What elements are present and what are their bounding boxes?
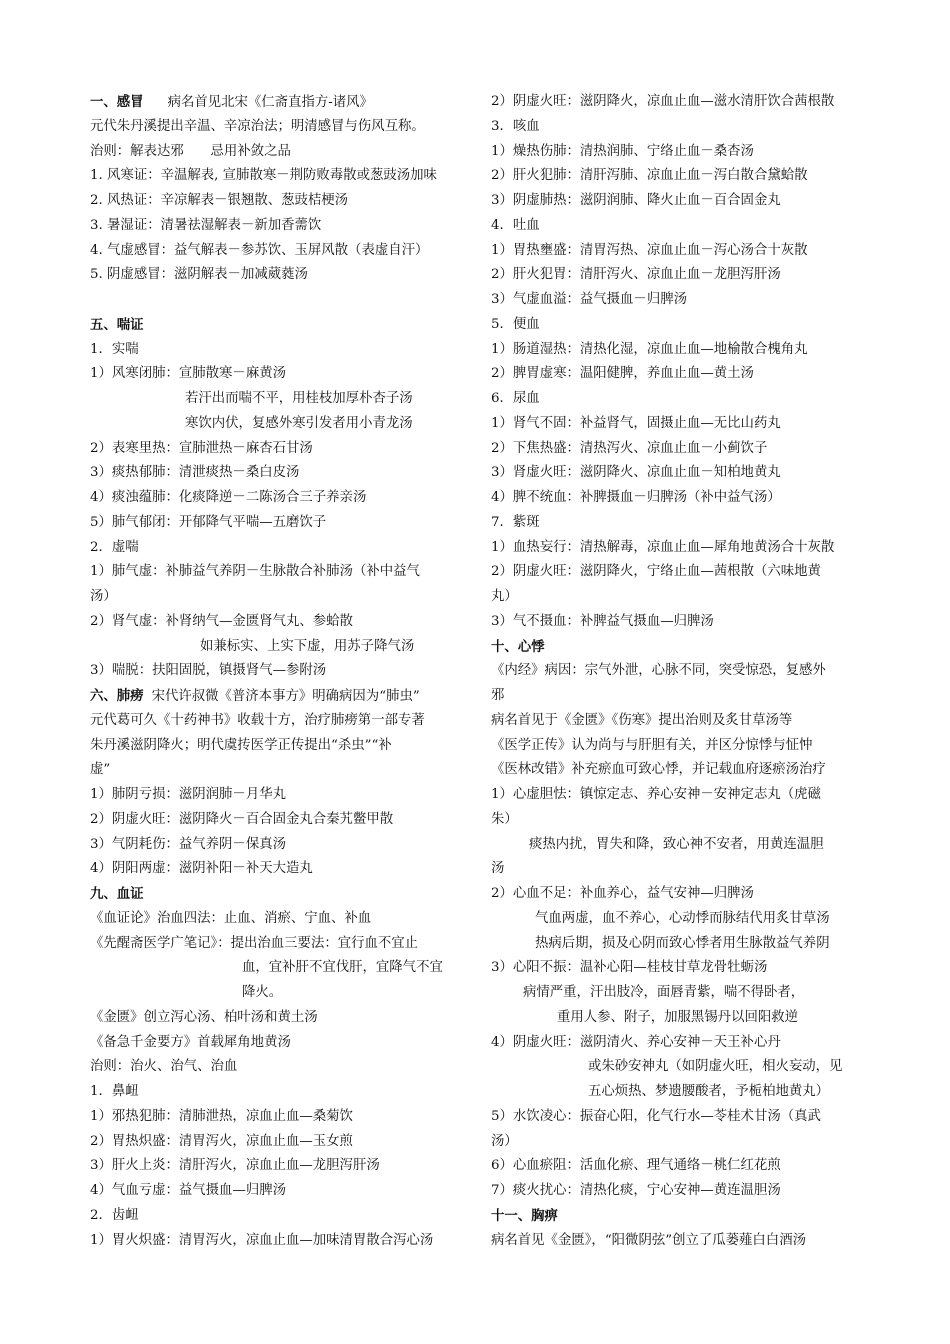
right-column: [491, 90, 863, 1253]
subsection-heading: 6．尿血: [491, 391, 540, 406]
subsection-heading: 7．紫斑: [491, 514, 540, 530]
subsection-heading: 4．吐血: [491, 217, 540, 233]
text-line: 五心烦热、梦遗腰酸者，予栀柏地黄丸）: [588, 1084, 830, 1099]
text-line: 1）燥热伤肺：清热润肺、宁络止血－桑杏汤: [491, 143, 754, 159]
text-line: 7）痰火扰心：清热化痰，宁心安神—黄连温胆汤: [491, 1183, 781, 1198]
text-line: 1）肺阴亏损：滋阴润肺－月华丸: [90, 787, 286, 802]
text-line: 3）气不摄血：补脾益气摄血—归脾汤: [491, 613, 714, 629]
text-line: 2. 风热证：辛凉解表－银翘散、葱豉桔梗汤: [90, 193, 349, 208]
text-line: 3）喘脱：扶阳固脱，镇摄肾气—参附汤: [90, 663, 327, 679]
text-line: 痰热内扰，胃失和降，致心神不安者，用黄连温胆: [529, 836, 824, 852]
text-line: 丸）: [491, 589, 518, 604]
text-line: 4）阴阳两虚：滋阴补阳－补天大造丸: [90, 861, 313, 877]
text-line: [90, 90, 470, 115]
text-line: 朱丹溪滋阴降火；明代虞抟医学正传提出“杀虫”“补: [90, 737, 392, 753]
text-line: 汤: [491, 861, 505, 877]
text-line: 治则：解表达邪 忌用补敛之品: [90, 143, 291, 159]
text-line: 血，宜补肝不宜伐肝，宜降气不宜: [242, 960, 443, 976]
text-line: 3. 暑湿证：清暑祛湿解表－新加香薷饮: [90, 217, 322, 233]
text-line: 热病后期，损及心阴而致心悸者用生脉散益气养阴: [535, 935, 830, 951]
subsection-heading: 2．虚喘: [90, 539, 139, 555]
text-line: 1）心虚胆怯：镇惊定志、养心安神－安神定志丸（虎磁: [491, 787, 821, 802]
text-line: 2）阴虚火旺：滋阴降火，宁络止血—茜根散（六味地黄: [491, 564, 821, 580]
subsection-heading: 1．实喘: [90, 341, 139, 357]
text-line: 如兼标实、上实下虚，用苏子降气汤: [200, 638, 415, 654]
text-line: 《备急千金要方》首载犀角地黄汤: [90, 1034, 291, 1050]
section-heading-xuezheng: 九、血证: [90, 886, 144, 902]
text-line: 2）胃热炽盛：清胃泻火，凉血止血—玉女煎: [90, 1133, 353, 1149]
text-line: 5）水饮凌心：振奋心阳，化气行水—苓桂术甘汤（真武: [491, 1108, 821, 1124]
text-line: 虚”: [90, 762, 111, 778]
text-line: 《先醒斋医学广笔记》：提出治血三要法：宜行血不宜止: [90, 935, 419, 951]
text-line: 2）脾胃虚寒：温阳健脾，养血止血—黄土汤: [491, 366, 754, 382]
text-line: 3）阴虚肺热：滋阴润肺、降火止血－百合固金丸: [491, 193, 781, 208]
text-line: 邪: [491, 688, 505, 703]
text-line: 病名首见《金匮》，“阳微阴弦”创立了瓜蒌薤白白酒汤: [491, 1232, 806, 1248]
text-line: 1）风寒闭肺：宣肺散寒－麻黄汤: [90, 366, 286, 382]
text-line: 《医林改错》补充瘀血可致心悸，并记载血府逐瘀汤治疗: [491, 762, 826, 778]
text-line: 元代葛可久《十药神书》收载十方，治疗肺痨第一部专著: [90, 712, 425, 728]
section-heading-chuanzheng: 五、喘证: [90, 316, 144, 333]
section-heading-xiongbi: 十一、胸痹: [491, 1207, 558, 1224]
text-line: 2）阴虚火旺：滋阴降火，凉血止血—滋水清肝饮合茜根散: [491, 94, 835, 109]
text-line: 汤）: [90, 589, 117, 604]
text-line: 4）痰浊蕴肺：化痰降逆－二陈汤合三子养亲汤: [90, 490, 367, 505]
text-line: 5）肺气郁闭：开郁降气平喘—五磨饮子: [90, 514, 327, 530]
text-line: 重用人参、附子，加服黑锡丹以回阳救逆: [557, 1009, 799, 1025]
text-line: 4）脾不统血：补脾摄血－归脾汤（补中益气汤）: [491, 490, 781, 505]
text-line: 4）气血亏虚：益气摄血—归脾汤: [90, 1183, 286, 1198]
text-line: 2）肾气虚：补肾纳气—金匮肾气丸、参蛤散: [90, 613, 353, 629]
subsection-heading: 2．齿衄: [90, 1207, 139, 1223]
text-line: 5. 阴虚感冒：滋阴解表－加减葳蕤汤: [90, 267, 308, 283]
text-line: 1）肺气虚：补肺益气养阴－生脉散合补肺汤（补中益气: [90, 564, 420, 580]
text-line: 1）胃火炽盛：清胃泻火，凉血止血—加味清胃散合泻心汤: [90, 1232, 434, 1248]
text-line: 2）下焦热盛：清热泻火、凉血止血－小蓟饮子: [491, 440, 768, 456]
text-line: 汤）: [491, 1133, 518, 1149]
text-line: 6）心血瘀阻：活血化瘀、理气通络－桃仁红花煎: [491, 1158, 781, 1174]
text-line: 1. 风寒证：辛温解表, 宣肺散寒－荆防败毒散或葱豉汤加味: [90, 168, 437, 184]
section-heading-xinji: 十、心悸: [491, 638, 545, 655]
text-line: 寒饮内伏，复感外寒引发者用小青龙汤: [185, 415, 413, 431]
text-line: 病名首见于《金匮》《伤寒》提出治则及炙甘草汤等: [491, 712, 793, 728]
text-line: 治则：治火、治气、治血: [90, 1059, 238, 1075]
text-line: 1）肾气不固：补益肾气，固摄止血—无比山药丸: [491, 415, 781, 431]
text-line: 2）阴虚火旺：滋阴降火－百合固金丸合秦艽鳖甲散: [90, 811, 394, 827]
text-line: 1）邪热犯肺：清肺泄热，凉血止血—桑菊饮: [90, 1108, 353, 1124]
text-line: 元代朱丹溪提出辛温、辛凉治法；明清感冒与伤风互称。: [90, 118, 425, 134]
subsection-heading: 5．便血: [491, 316, 540, 332]
text-line: 病名首见北宋《仁斋直指方-诸风》: [167, 95, 373, 110]
subsection-heading: 1．鼻衄: [90, 1084, 139, 1099]
text-line: 1）胃热壅盛：清胃泻热、凉血止血－泻心汤合十灰散: [491, 242, 808, 258]
text-line: 《金匮》创立泻心汤、柏叶汤和黄土汤: [90, 1009, 318, 1025]
text-line: 《内经》病因：宗气外泄，心脉不同，突受惊恐，复感外: [491, 663, 826, 679]
text-line: 3）气虚血溢：益气摄血－归脾汤: [491, 292, 687, 307]
text-line: 1）肠道湿热：清热化湿，凉血止血—地榆散合槐角丸: [491, 341, 808, 357]
text-line: 3）痰热郁肺：清泄痰热－桑白皮汤: [90, 465, 300, 481]
text-line: 1）血热妄行：清热解毒，凉血止血—犀角地黄汤合十灰散: [491, 539, 835, 555]
text-line: 3）肾虚火旺：滋阴降火、凉血止血－知柏地黄丸: [491, 465, 781, 481]
section-heading-feilao: 六、肺痨: [90, 688, 144, 704]
text-line: 若汗出而喘不平，用桂枝加厚朴杏子汤: [185, 391, 413, 406]
spacer: [90, 288, 470, 313]
text-line: 3）心阳不振：温补心阳—桂枝甘草龙骨牡蛎汤: [491, 960, 768, 976]
text-line: 3）肝火上炎：清肝泻火，凉血止血—龙胆泻肝汤: [90, 1158, 380, 1174]
text-line: 或朱砂安神丸（如阴虚火旺，相火妄动，见: [588, 1059, 843, 1075]
text-line: 病情严重，汗出肢冷，面唇青紫，喘不得卧者，: [523, 985, 805, 1000]
text-line: 《血证论》治血四法：止血、消瘀、宁血、补血: [90, 910, 372, 926]
text-line: 2）肝火犯肺：清肝泻肺、凉血止血－泻白散合黛蛤散: [491, 168, 808, 184]
text-line: 降火。: [242, 985, 283, 1000]
text-line: 3）气阴耗伤：益气养阴－保真汤: [90, 836, 286, 852]
text-line: 宋代许叔微《普济本事方》明确病因为“肺虫”: [151, 689, 420, 704]
text-line: 4）阴虚火旺：滋阴清火、养心安神－天王补心丹: [491, 1034, 781, 1050]
text-line: 4. 气虚感冒：益气解表－参苏饮、玉屏风散（表虚自汗）: [90, 242, 429, 258]
left-column: [90, 90, 470, 1253]
text-line: 《医学正传》认为尚与与肝胆有关，并区分惊悸与怔忡: [491, 737, 813, 753]
subsection-heading: 3．咳血: [491, 118, 540, 134]
section-heading-ganmao: 一、感冒: [90, 94, 144, 110]
text-line: 朱）: [491, 811, 518, 827]
text-line: 2）肝火犯胃：清肝泻火、凉血止血－龙胆泻肝汤: [491, 267, 781, 283]
text-line: 气血两虚，血不养心，心动悸而脉结代用炙甘草汤: [535, 910, 830, 926]
text-line: 2）表寒里热：宣肺泄热－麻杏石甘汤: [90, 440, 313, 456]
text-line: 2）心血不足：补血养心，益气安神—归脾汤: [491, 886, 754, 901]
text-line: [90, 684, 470, 709]
